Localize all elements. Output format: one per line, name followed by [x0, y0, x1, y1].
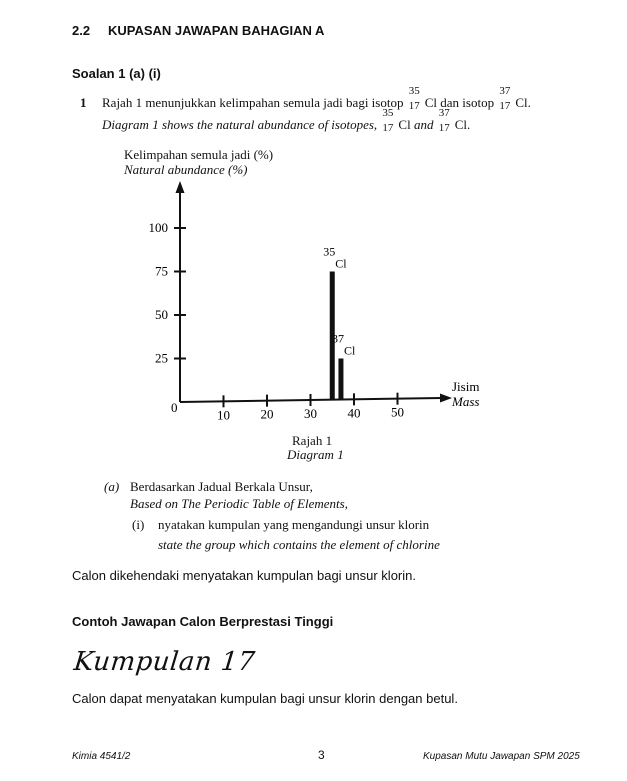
- bar-cl-37: [338, 359, 343, 400]
- x-tick-label-30: 30: [304, 406, 317, 422]
- question-label: Soalan 1 (a) (i): [72, 66, 161, 81]
- isotope-cl35-malay: 35 17 Cl: [408, 85, 438, 112]
- x-tick-label-10: 10: [217, 407, 230, 423]
- chart-ylabel-english: Natural abundance (%): [124, 162, 248, 177]
- part-a-label: (a): [104, 479, 120, 494]
- part-a-sub-label: (i): [132, 517, 145, 532]
- chart-ylabel-malay: Kelimpahan semula jadi (%): [124, 147, 274, 162]
- handwritten-answer: Kumpulan 17: [72, 647, 257, 677]
- part-a-english: Based on The Periodic Table of Elements,: [130, 496, 348, 511]
- x-tick-label-20: 20: [260, 406, 274, 422]
- isotope-cl35-english: 35 17 Cl: [382, 107, 411, 134]
- example-heading: Contoh Jawapan Calon Berprestasi Tinggi: [72, 614, 334, 629]
- section-title: KUPASAN JAWAPAN BAHAGIAN A: [108, 23, 325, 38]
- diagram-caption-malay: Rajah 1: [292, 433, 333, 448]
- origin-label: 0: [171, 400, 178, 415]
- y-tick-label-25: 25: [155, 350, 168, 366]
- bar-label-symbol-37: Cl: [343, 343, 356, 358]
- y-tick-label-75: 75: [155, 263, 168, 279]
- isotope-cl37-malay: 37 17 Cl: [499, 85, 528, 112]
- x-tick-label-40: 40: [347, 405, 361, 421]
- isotope-cl37-english: 37 17 Cl: [438, 107, 468, 134]
- question-malay-line: Rajah 1 menunjukkan kelimpahan semula jadi bagi isotop 35 17 Cl dan isotop 37 17 Cl.: [102, 85, 531, 112]
- question-english-text: Diagram 1 shows the natural abundance of isotopes,: [102, 117, 378, 132]
- comment-requirement: Calon dikehendaki menyatakan kumpulan bagi unsur klorin.: [72, 568, 416, 583]
- bar-label-symbol-35: Cl: [335, 256, 347, 271]
- x-axis-arrow: [440, 394, 452, 403]
- question-malay-and: dan isotop: [440, 95, 495, 110]
- x-axis-label-malay: Jisim: [452, 379, 480, 394]
- part-a-sub-malay: nyatakan kumpulan yang mengandungi unsur klorin: [158, 517, 430, 532]
- y-axis-arrow: [176, 181, 185, 193]
- question-english-line: Diagram 1 shows the natural abundance of isotopes, 35 17 Cl and 37 17 Cl.: [102, 107, 471, 134]
- comment-correct: Calon dapat menyatakan kumpulan bagi unsur klorin dengan betul.: [72, 691, 458, 706]
- part-a-sub-english: state the group which contains the element of chlorine: [158, 537, 440, 552]
- footer-right: Kupasan Mutu Jawapan SPM 2025: [423, 751, 580, 762]
- question-number: 1: [80, 95, 87, 110]
- section-number: 2.2: [72, 23, 91, 38]
- x-tick-label-50: 50: [391, 404, 404, 420]
- question-english-and: and: [413, 117, 434, 132]
- y-tick-label-50: 50: [155, 307, 168, 322]
- bar-label-mass-35: 35: [323, 244, 336, 259]
- x-axis-label-english: Mass: [452, 394, 480, 409]
- footer-left: Kimia 4541/2: [72, 751, 131, 762]
- question-malay-text: Rajah 1 menunjukkan kelimpahan semula jadi bagi isotop: [102, 95, 404, 110]
- bar-label-mass-37: 37: [331, 331, 344, 346]
- y-tick-label-100: 100: [148, 220, 168, 235]
- page-number: 3: [318, 748, 325, 762]
- part-a-malay: Berdasarkan Jadual Berkala Unsur,: [130, 479, 313, 494]
- diagram-caption-english: Diagram 1: [287, 447, 344, 462]
